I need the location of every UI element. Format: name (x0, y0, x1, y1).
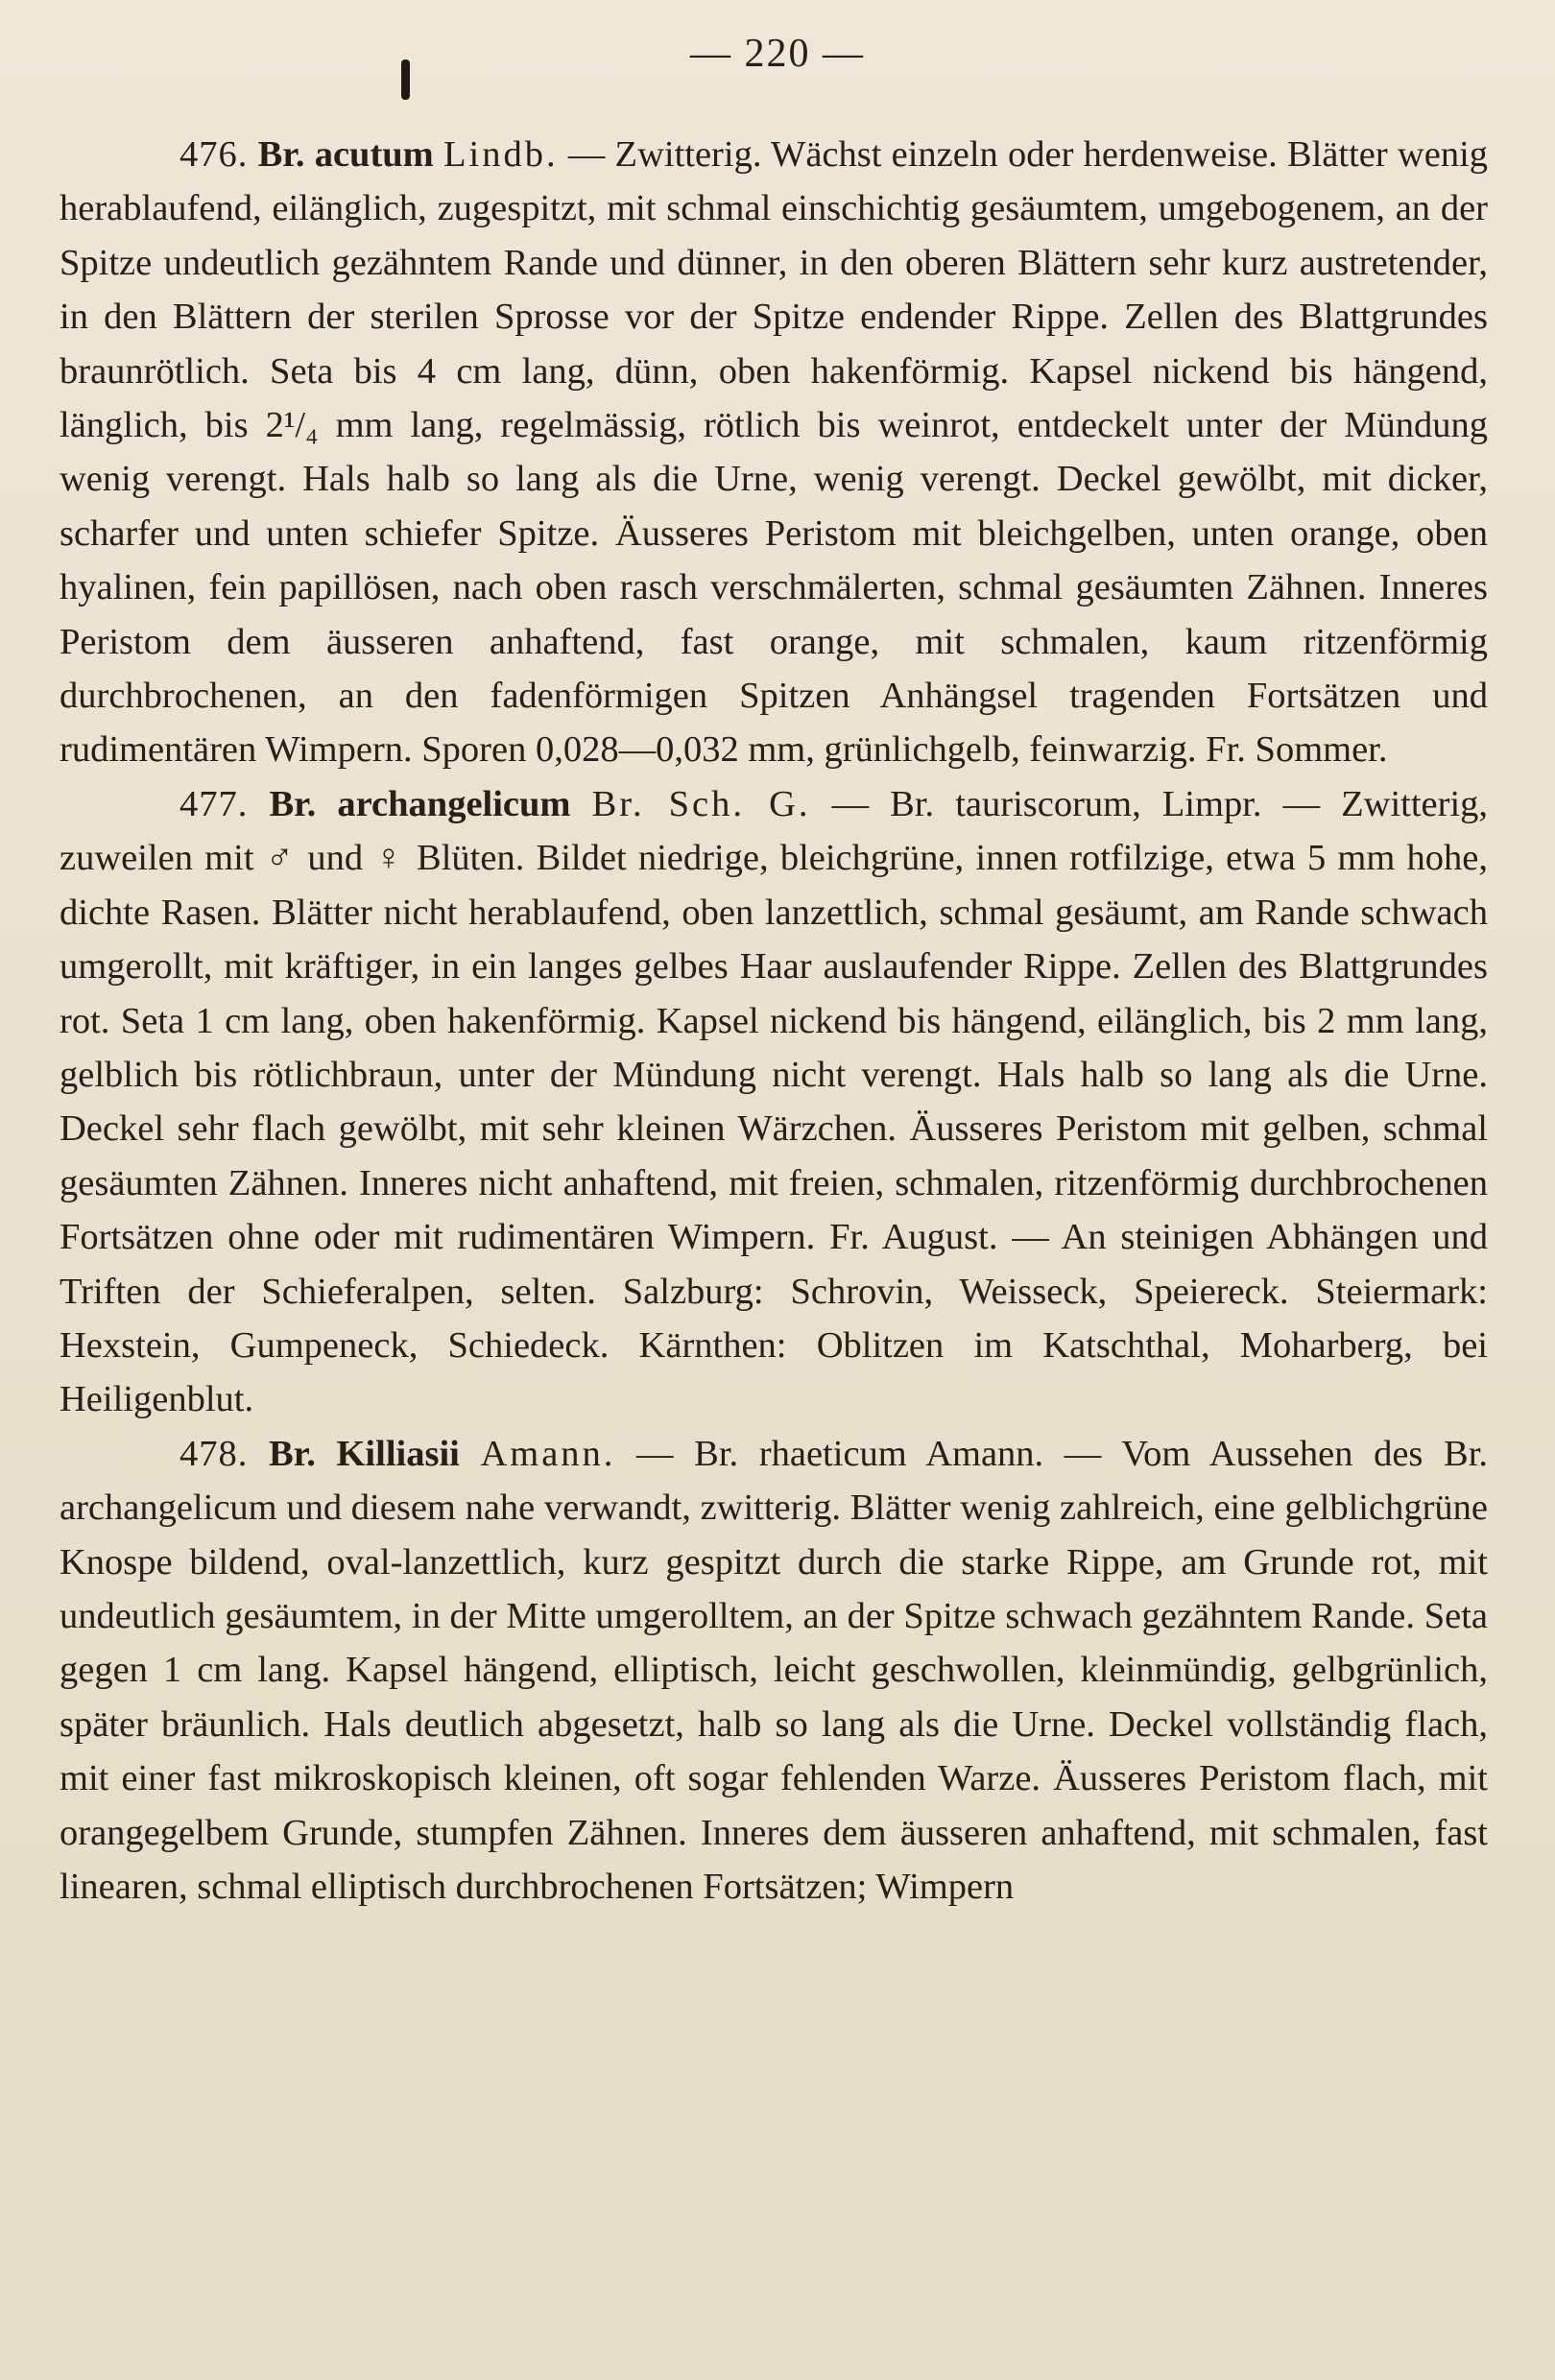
text-block (60, 128, 1488, 1914)
entry-number: 478. (179, 1433, 249, 1474)
genus-name: Br. (269, 1433, 316, 1474)
entry-476 (60, 128, 1488, 777)
entry-477 (60, 777, 1488, 1427)
page-number: — 220 — (690, 32, 865, 76)
entry-text: — Zwitterig. Wächst einzeln oder herdenweise. Blätter wenig herablaufend, eilänglich, zugespitzt, mit schmal einschichtig gesäumtem, umgebogenem, an der Spitze undeutlich gezähntem Rande und dünner, in den oberen Blättern sehr kurz austretender, in den Blättern der sterilen Sprosse vor der Spitze endender Rippe. Zellen des Blattgrundes braunrötlich. Seta bis 4 cm lang, dünn, oben hakenförmig. Kapsel nickend bis hängend, länglich, bis 2¹/₄ mm lang, regelmässig, rötlich bis weinrot, entdeckelt unter der Mündung wenig verengt. Hals halb so lang als die Urne, wenig verengt. Deckel gewölbt, mit dicker, scharfer und unten schiefer Spitze. Äusseres Peristom mit bleichgelben, unten orange, oben hyalinen, fein papillösen, nach oben rasch verschmälerten, schmal gesäumten Zähnen. Inneres Peristom dem äusseren anhaftend, fast orange, mit schmalen, kaum ritzenförmig durchbrochenen, an den fadenförmigen Spitzen Anhängsel tragenden Fortsätzen und rudimentären Wimpern. Sporen 0,028—0,032 mm, grünlichgelb, feinwarzig. Fr. Sommer. (60, 134, 1489, 771)
genus-name: Br. (257, 134, 305, 175)
author-name: Amann. (480, 1433, 616, 1474)
entry-number: 476. (179, 134, 249, 175)
author-name: Lindb. (443, 134, 559, 175)
entry-number: 477. (179, 783, 249, 824)
author-name: Br. Sch. G. (591, 783, 811, 824)
species-name: Killiasii (336, 1433, 460, 1474)
species-name: archangelicum (337, 783, 571, 824)
entry-478 (60, 1427, 1488, 1915)
entry-text: — Br. tauriscorum, Limpr. — Zwitterig, zuweilen mit ♂ und ♀ Blüten. Bildet niedrige, bleichgrüne, innen rotfilzige, etwa 5 mm hohe, dichte Rasen. Blätter nicht herablaufend, oben lanzettlich, schmal gesäumt, am Rande schwach umgerollt, mit kräftiger, in ein langes gelbes Haar auslaufender Rippe. Zellen des Blattgrundes rot. Seta 1 cm lang, oben hakenförmig. Kapsel nickend bis hängend, eilänglich, bis 2 mm lang, gelblich bis rötlichbraun, unter der Mündung nicht verengt. Hals halb so lang als die Urne. Deckel sehr flach gewölbt, mit sehr kleinen Wärzchen. Äusseres Peristom mit gelben, schmal gesäumten Zähnen. Inneres nicht anhaftend, mit freien, schmalen, ritzenförmig durchbrochenen Fortsätzen ohne oder mit rudimentären Wimpern. Fr. August. — An steinigen Abhängen und Triften der Schieferalpen, selten. Salzburg: Schrovin, Weisseck, Speiereck. Steiermark: Hexstein, Gumpeneck, Schiedeck. Kärnthen: Oblitzen im Katschthal, Moharberg, bei Heiligenblut. (60, 783, 1489, 1420)
genus-name: Br. (269, 783, 317, 824)
entry-text: — Br. rhaeticum Amann. — Vom Aussehen des Br. archangelicum und diesem nahe verwandt, zwitterig. Blätter wenig zahlreich, eine gelblichgrüne Knospe bildend, oval-lanzettlich, kurz gespitzt durch die starke Rippe, am Grunde rot, mit undeutlich gesäumtem, in der Mitte umgerolltem, an der Spitze schwach gezähntem Rande. Seta gegen 1 cm lang. Kapsel hängend, elliptisch, leicht geschwollen, kleinmündig, gelbgrünlich, später bräunlich. Hals deutlich abgesetzt, halb so lang als die Urne. Deckel vollständig flach, mit einer fast mikroskopisch kleinen, oft sogar fehlenden Warze. Äusseres Peristom flach, mit orangegelbem Grunde, stumpfen Zähnen. Inneres dem äusseren anhaftend, mit schmalen, fast linearen, schmal elliptisch durchbrochenen Fortsätzen; Wimpern (60, 1433, 1489, 1907)
species-name: acutum (314, 134, 434, 175)
